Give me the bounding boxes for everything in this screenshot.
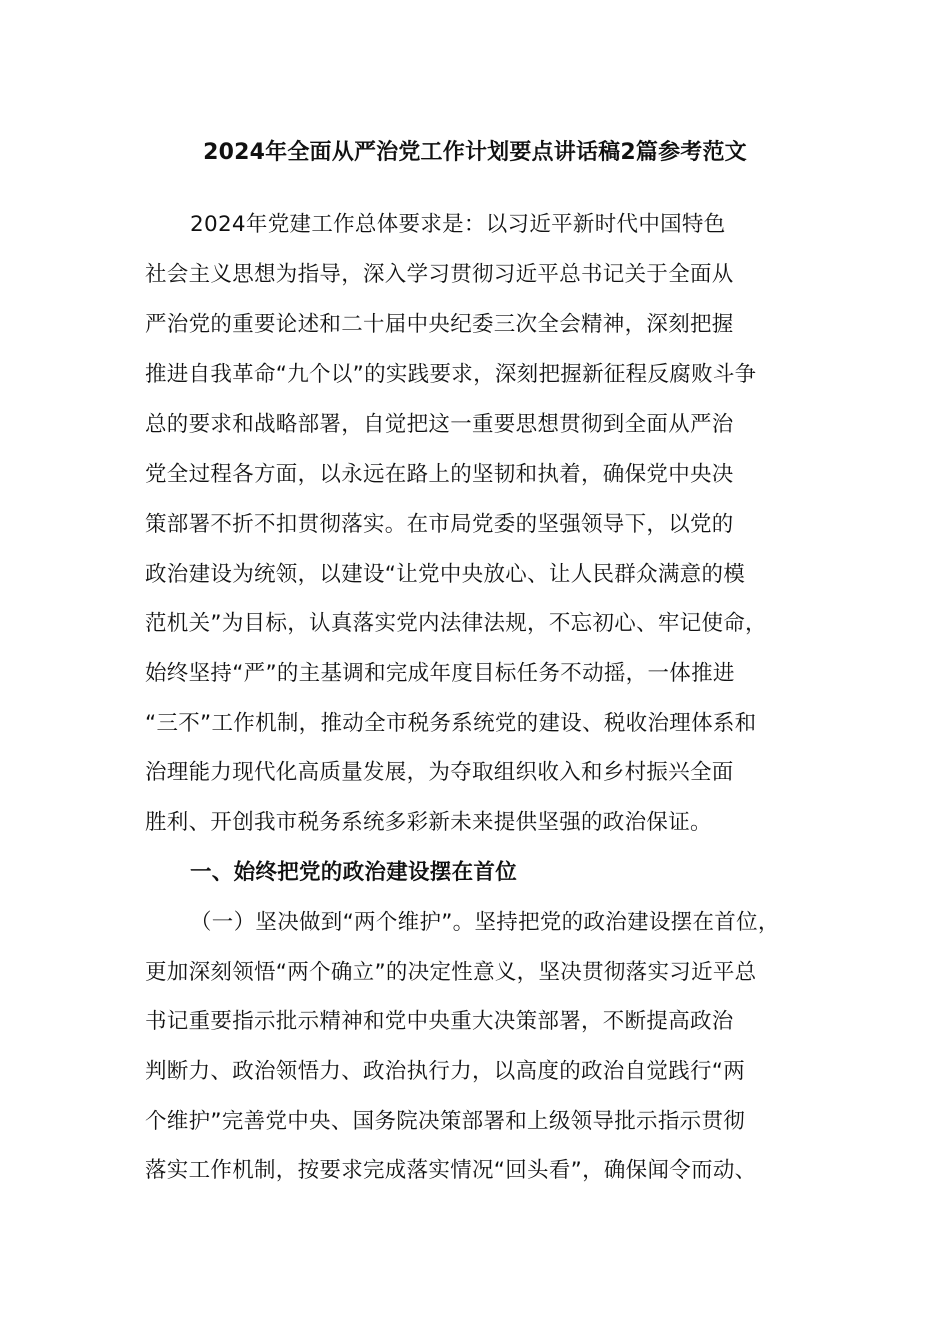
paragraph-line: 2024年党建工作总体要求是：以习近平新时代中国特色 <box>190 212 726 237</box>
paragraph-line: 严治党的重要论述和二十届中央纪委三次全会精神，深刻把握 <box>145 312 734 337</box>
paragraph-line: 落实工作机制，按要求完成落实情况“回头看”，确保闻令而动、 <box>145 1158 757 1183</box>
paragraph-line: 书记重要指示批示精神和党中央重大决策部署，不断提高政治 <box>145 1009 734 1034</box>
paragraph-line: 党全过程各方面，以永远在路上的坚韧和执着，确保党中央决 <box>145 462 734 487</box>
paragraph-line: 治理能力现代化高质量发展，为夺取组织收入和乡村振兴全面 <box>145 760 734 785</box>
paragraph-line: “三不”工作机制，推动全市税务系统党的建设、税收治理体系和 <box>145 711 757 736</box>
paragraph-line: 胜利、开创我市税务系统多彩新未来提供坚强的政治保证。 <box>145 810 712 835</box>
paragraph-line: 社会主义思想为指导，深入学习贯彻习近平总书记关于全面从 <box>145 262 734 287</box>
document-title: 2024年全面从严治党工作计划要点讲话稿2篇参考范文 <box>203 140 747 165</box>
section-heading: 一、始终把党的政治建设摆在首位 <box>190 860 518 885</box>
paragraph-line: 推进自我革命“九个以”的实践要求，深刻把握新征程反腐败斗争 <box>145 362 757 387</box>
paragraph-line: 总的要求和战略部署，自觉把这一重要思想贯彻到全面从严治 <box>145 412 734 437</box>
paragraph-line: 更加深刻领悟“两个确立”的决定性意义，坚决贯彻落实习近平总 <box>145 960 757 985</box>
paragraph-line: 个维护”完善党中央、国务院决策部署和上级领导批示指示贯彻 <box>145 1109 746 1134</box>
paragraph-line: （一）坚决做到“两个维护”。坚持把党的政治建设摆在首位， <box>190 910 780 935</box>
paragraph-line: 政治建设为统领，以建设“让党中央放心、让人民群众满意的模 <box>145 562 746 587</box>
paragraph-line: 范机关”为目标，认真落实党内法律法规，不忘初心、牢记使命， <box>145 611 767 636</box>
paragraph-line: 判断力、政治领悟力、政治执行力，以高度的政治自觉践行“两 <box>145 1059 746 1084</box>
paragraph-line: 策部署不折不扣贯彻落实。在市局党委的坚强领导下，以党的 <box>145 512 734 537</box>
paragraph-line: 始终坚持“严”的主基调和完成年度目标任务不动摇，一体推进 <box>145 661 735 686</box>
